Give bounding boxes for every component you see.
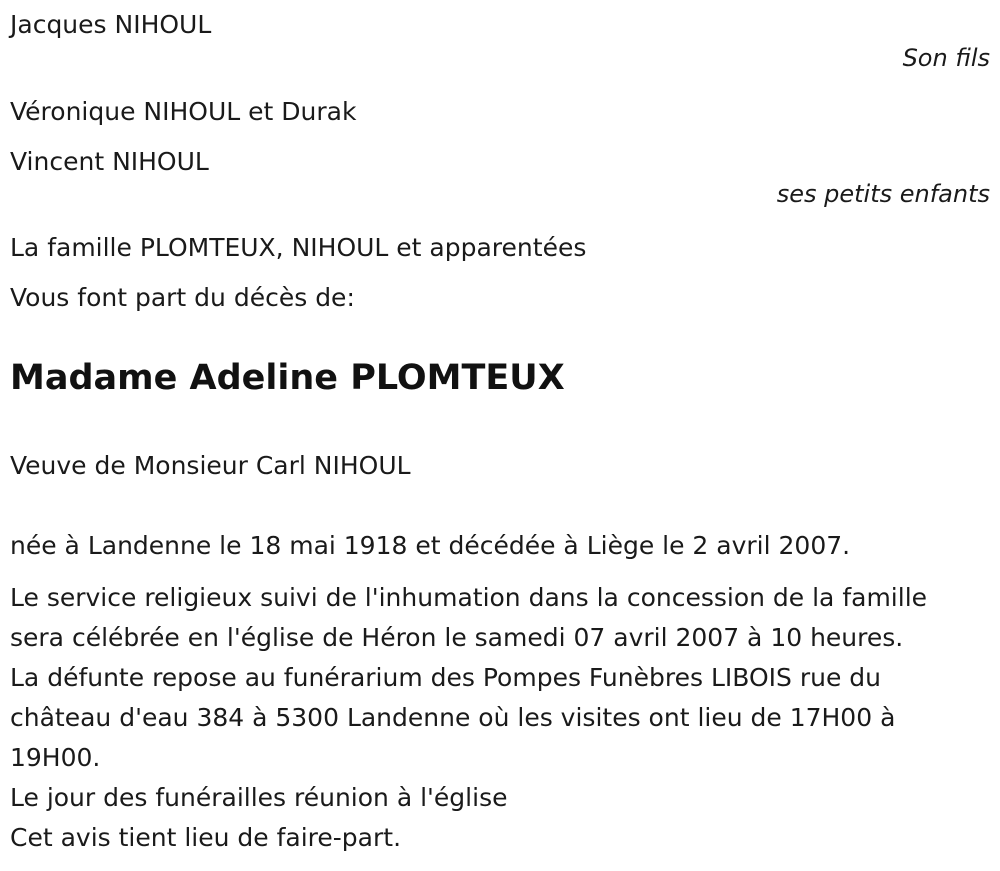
service-details xyxy=(10,578,995,858)
spouse-line: Veuve de Monsieur Carl NIHOUL xyxy=(10,451,411,480)
details-line: Le jour des funérailles réunion à l'église xyxy=(10,783,508,812)
grandchildren-role: ses petits enfants xyxy=(776,180,990,208)
extended-family: La famille PLOMTEUX, NIHOUL et apparentées xyxy=(10,233,587,262)
son-name: Jacques NIHOUL xyxy=(10,10,212,39)
details-line: sera célébrée en l'église de Héron le samedi 07 avril 2007 à 10 heures. xyxy=(10,623,904,652)
announcement: Vous font part du décès de: xyxy=(10,283,355,312)
deceased-name: Madame Adeline PLOMTEUX xyxy=(10,358,565,398)
details-line: La défunte repose au funérarium des Pompes Funèbres LIBOIS rue du xyxy=(10,663,881,692)
birth-death-dates: née à Landenne le 18 mai 1918 et décédée à Liège le 2 avril 2007. xyxy=(10,531,851,560)
grandchild-2: Vincent NIHOUL xyxy=(10,147,209,176)
details-line: Le service religieux suivi de l'inhumation dans la concession de la famille xyxy=(10,583,928,612)
son-role: Son fils xyxy=(902,44,990,72)
grandchild-1: Véronique NIHOUL et Durak xyxy=(10,97,357,126)
details-line: Cet avis tient lieu de faire-part. xyxy=(10,823,402,852)
details-line: château d'eau 384 à 5300 Landenne où les visites ont lieu de 17H00 à xyxy=(10,703,896,732)
details-line: 19H00. xyxy=(10,743,101,772)
